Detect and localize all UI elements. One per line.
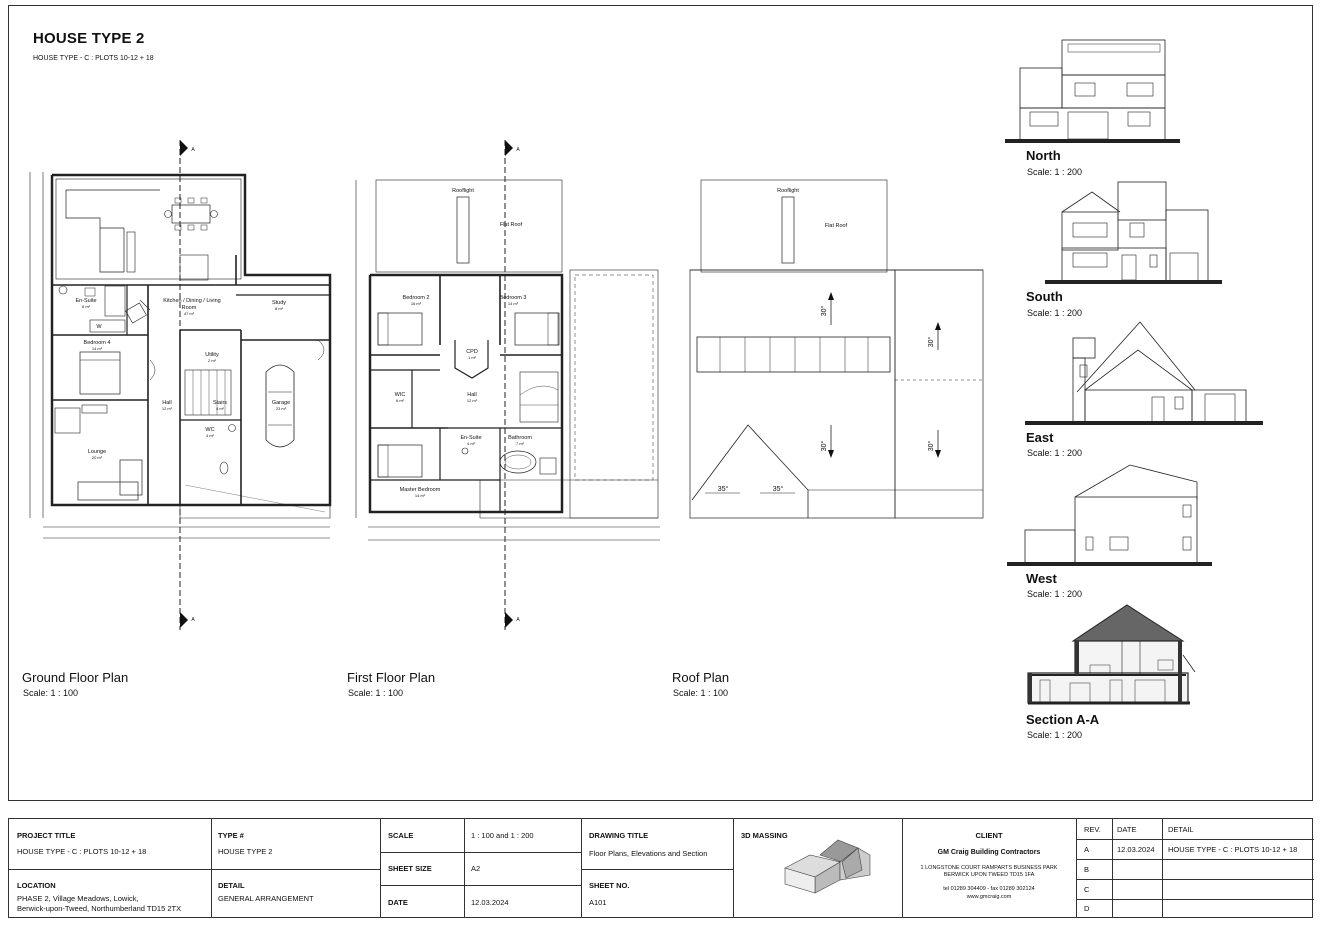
room-label-bedroom3: Bedroom 3 <box>499 295 527 301</box>
tb-rev-heading: REV. <box>1084 825 1101 834</box>
view-label-north: North <box>1026 148 1061 163</box>
tb-client-tel: tel 01289 304409 - fax 01289 302124 <box>943 886 1035 892</box>
room-label-kitchen-2: Room <box>181 305 197 311</box>
room-label-study: Study <box>271 300 287 306</box>
room-area-wic: 6 m² <box>396 398 404 403</box>
room-label-master: Master Bedroom <box>399 487 441 493</box>
room-area-bathroom: 7 m² <box>516 441 524 446</box>
label-flatroof-roof: Flat Roof <box>824 223 848 229</box>
tb-scale: 1 : 100 and 1 : 200 <box>471 831 534 840</box>
room-label-utility: Utility <box>205 352 219 358</box>
tb-detail-heading: DETAIL <box>218 881 245 890</box>
room-label-w: W <box>96 324 102 330</box>
room-area-utility: 2 m² <box>208 358 216 363</box>
label-pitch-2: 30° <box>821 440 828 452</box>
room-area-bedroom3: 14 m² <box>507 301 519 306</box>
section-a-a <box>1028 605 1195 703</box>
tb-client-address-2: BERWICK UPON TWEED TD15 1FA <box>943 872 1035 878</box>
room-area-study: 8 m² <box>275 306 283 311</box>
room-area-kitchen: 47 m² <box>183 311 195 316</box>
section-marker-bottom-ground: A <box>191 617 195 623</box>
tb-rev-a-detail: HOUSE TYPE - C : PLOTS 10-12 + 18 <box>1168 845 1298 854</box>
label-hip-1: 35° <box>717 486 729 493</box>
room-label-cpd: CPD <box>466 349 478 355</box>
tb-drawing-title: Floor Plans, Elevations and Section <box>589 849 708 858</box>
view-label-ground: Ground Floor Plan <box>22 670 129 685</box>
room-area-lounge: 20 m² <box>91 455 103 460</box>
view-scale-south: Scale: 1 : 200 <box>1027 308 1083 318</box>
room-area-hall-ground: 12 m² <box>161 406 173 411</box>
tb-date: 12.03.2024 <box>471 898 509 907</box>
tb-location-2: Berwick-upon-Tweed, Northumberland TD15 2TX <box>17 904 182 913</box>
room-label-garage: Garage <box>271 400 291 406</box>
tb-sheet-size: A2 <box>471 864 481 873</box>
room-area-bedroom4: 14 m² <box>91 346 103 351</box>
tb-location-heading: LOCATION <box>17 881 56 890</box>
room-label-wic: WIC <box>394 392 406 398</box>
tb-client-address-1: 1 LONGSTONE COURT RAMPARTS BUSINESS PARK <box>920 865 1058 871</box>
room-area-garage: 23 m² <box>275 406 287 411</box>
north-elevation <box>1005 40 1180 141</box>
tb-project-title-heading: PROJECT TITLE <box>17 831 76 840</box>
label-pitch-1: 30° <box>821 305 828 317</box>
tb-rev-detail-heading: DETAIL <box>1168 825 1194 834</box>
west-elevation <box>1007 465 1212 564</box>
view-label-section: Section A-A <box>1026 712 1100 727</box>
room-area-hall-first: 12 m² <box>466 398 478 403</box>
view-label-south: South <box>1026 289 1063 304</box>
view-label-east: East <box>1026 430 1054 445</box>
room-label-hall-ground: Hall <box>162 400 172 406</box>
tb-rev-date-heading: DATE <box>1117 825 1137 834</box>
page-title: HOUSE TYPE 2 <box>33 30 145 47</box>
room-label-bedroom2: Bedroom 2 <box>402 295 430 301</box>
tb-sheet-size-heading: SHEET SIZE <box>388 864 432 873</box>
tb-scale-heading: SCALE <box>388 831 414 840</box>
tb-client-web: www.gmcraig.com <box>966 894 1012 900</box>
room-area-cpd: 1 m² <box>468 355 476 360</box>
room-label-bedroom4: Bedroom 4 <box>83 340 111 346</box>
view-scale-roof: Scale: 1 : 100 <box>673 688 729 698</box>
tb-rev-d: D <box>1084 904 1090 913</box>
room-label-ensuite-ground: En-Suite <box>75 298 97 304</box>
section-marker-top-ground: A <box>191 147 195 153</box>
label-flatroof-first: Flat Roof <box>499 222 523 228</box>
tb-type: HOUSE TYPE 2 <box>218 847 273 856</box>
view-scale-section: Scale: 1 : 200 <box>1027 730 1083 740</box>
room-area-ensuite-ground: 6 m² <box>82 304 90 309</box>
room-label-kitchen: Kitchen / Dining / Living <box>163 298 221 304</box>
room-area-wc: 4 m² <box>206 433 214 438</box>
room-label-hall-first: Hall <box>467 392 477 398</box>
view-scale-first: Scale: 1 : 100 <box>348 688 404 698</box>
tb-detail: GENERAL ARRANGEMENT <box>218 894 314 903</box>
tb-massing-heading: 3D MASSING <box>741 831 788 840</box>
room-label-stairs: Stairs <box>212 400 228 406</box>
tb-client-heading: CLIENT <box>975 831 1003 840</box>
room-area-bedroom2: 16 m² <box>410 301 422 306</box>
title-block <box>8 818 1313 918</box>
label-pitch-4: 30° <box>928 440 935 452</box>
tb-rev-c: C <box>1084 885 1090 894</box>
page-subtitle: HOUSE TYPE - C : PLOTS 10-12 + 18 <box>33 55 154 62</box>
room-label-ensuite-first: En-Suite <box>460 435 482 441</box>
room-label-bathroom: Bathroom <box>508 435 532 441</box>
roof-plan <box>690 180 983 518</box>
view-label-roof: Roof Plan <box>672 670 730 685</box>
tb-type-heading: TYPE # <box>218 831 244 840</box>
view-scale-west: Scale: 1 : 200 <box>1027 589 1083 599</box>
tb-client-name: GM Craig Building Contractors <box>937 849 1041 856</box>
room-label-wc: WC <box>205 427 215 433</box>
room-area-master: 14 m² <box>414 493 426 498</box>
label-rooflight-roof: Rooflight <box>777 188 799 194</box>
view-scale-ground: Scale: 1 : 100 <box>23 688 79 698</box>
first-floor-plan <box>356 180 660 540</box>
tb-drawing-title-heading: DRAWING TITLE <box>589 831 649 840</box>
view-label-west: West <box>1026 571 1057 586</box>
tb-sheet-no: A101 <box>589 898 607 907</box>
south-elevation <box>1045 182 1222 282</box>
tb-rev-a-date: 12.03.2024 <box>1117 845 1155 854</box>
room-label-lounge: Lounge <box>87 449 107 455</box>
room-area-stairs: 4 m² <box>216 406 224 411</box>
tb-rev-b: B <box>1084 865 1090 874</box>
view-label-first: First Floor Plan <box>347 670 436 685</box>
tb-location-1: PHASE 2, Village Meadows, Lowick, <box>17 894 139 903</box>
section-marker-bottom-first: A <box>516 617 520 623</box>
label-rooflight-first: Rooflight <box>452 188 474 194</box>
east-elevation <box>1025 322 1263 423</box>
view-scale-north: Scale: 1 : 200 <box>1027 167 1083 177</box>
view-scale-east: Scale: 1 : 200 <box>1027 448 1083 458</box>
tb-sheet-no-heading: SHEET NO. <box>589 881 630 890</box>
label-pitch-3: 30° <box>928 336 935 348</box>
section-marker-top-first: A <box>516 147 520 153</box>
tb-date-heading: DATE <box>388 898 408 907</box>
tb-rev-a: A <box>1084 845 1090 854</box>
room-area-ensuite-first: 4 m² <box>467 441 475 446</box>
label-hip-2: 35° <box>772 486 784 493</box>
tb-project-title: HOUSE TYPE - C : PLOTS 10-12 + 18 <box>17 847 147 856</box>
